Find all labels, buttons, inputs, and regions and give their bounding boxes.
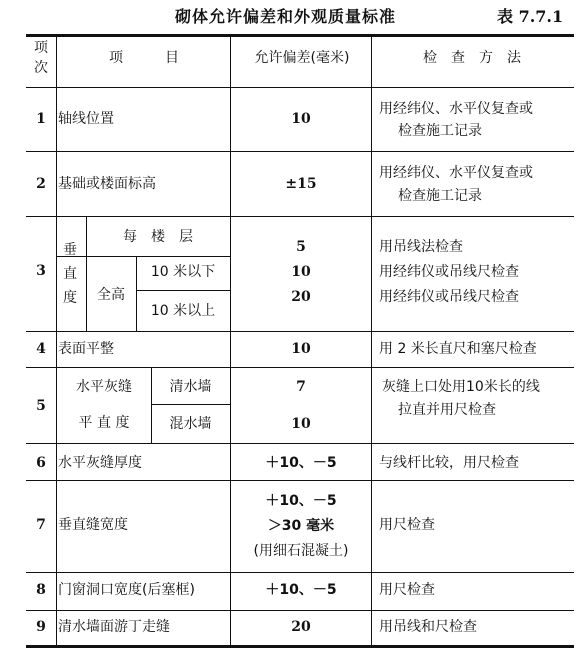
tolerance-value: ±15 [285,176,317,192]
row-divider [26,480,574,481]
sub-item: 混水墙 [169,416,212,432]
row-divider [26,151,574,152]
check-method: 拉直并用尺检查 [398,402,496,418]
item-name: 水平灰缝 [76,379,132,395]
check-method: 检查施工记录 [398,123,482,139]
sub-item: 10 米以上 [150,303,216,319]
header-no [27,38,55,78]
check-method: 用尺检查 [379,517,435,533]
item-name-vertical: 垂直度 [63,242,77,306]
tolerance-value: 10 [291,341,311,357]
row-number: 3 [36,263,46,279]
header-item: 项 目 [109,50,179,66]
tolerance-value: ＋10、－5 [265,455,337,471]
check-method: 用经纬仪、水平仪复查或 [379,101,533,117]
table-number: 表 7.7.1 [497,7,564,26]
sub-item: 清水墙 [169,379,212,395]
row-divider [26,216,574,217]
check-method: 用 2 米长直尺和塞尺检查 [379,341,537,357]
sub-item: 10 米以下 [150,264,216,280]
row-divider [26,443,574,444]
tolerance-value: 20 [291,619,311,635]
check-method: 用吊线和尺检查 [379,619,477,635]
check-method: 与线杆比较，用尺检查 [379,455,519,471]
row-number: 1 [36,111,46,127]
item-name: 基础或楼面标高 [58,176,156,192]
tolerance-value: 7 [296,379,306,395]
row-divider [136,290,230,291]
tolerance-value: ＋10、－5 [265,493,337,509]
row-number: 4 [36,341,46,357]
row-divider [56,256,230,257]
row-divider [26,610,574,611]
item-name: 平 直 度 [78,415,130,431]
item-name: 表面平整 [58,341,114,357]
column-divider [56,34,57,648]
check-method: 用吊线法检查 [379,239,463,255]
row-divider [26,367,574,368]
table-top-rule [26,34,574,37]
row-number: 2 [36,176,46,192]
tolerance-value: 10 [291,264,311,280]
tolerance-value: 10 [291,416,311,432]
check-method: 用经纬仪或吊线尺检查 [379,264,519,280]
item-name: 水平灰缝厚度 [58,455,142,471]
item-name: 门窗洞口宽度(后塞框) [58,582,195,598]
column-divider [371,34,372,648]
header-no-line2: 次 [34,60,48,76]
tolerance-value: 5 [296,239,306,255]
item-name: 垂直缝宽度 [58,517,128,533]
table-title: 砌体允许偏差和外观质量标准 [175,7,397,26]
sub-item: 每 楼 层 [123,229,193,245]
row-divider [26,572,574,573]
tolerance-value: ＋10、－5 [265,582,337,598]
tolerance-note: (用细石混凝土) [253,543,349,559]
check-method: 用尺检查 [379,582,435,598]
row-divider [151,404,230,405]
row-number: 6 [36,455,46,471]
item-name: 清水墙面游丁走缝 [58,619,170,635]
tolerance-value: 10 [291,111,311,127]
check-method: 检查施工记录 [398,188,482,204]
row-number: 9 [36,619,46,635]
item-name: 轴线位置 [58,111,114,127]
row-divider [26,331,574,332]
header-no-line1: 项 [34,40,48,56]
header-tolerance: 允许偏差(毫米) [254,50,350,66]
check-method: 用经纬仪、水平仪复查或 [379,165,533,181]
tolerance-value: ＞30 毫米 [267,518,335,534]
header-bottom-rule [26,87,574,88]
tolerance-value: 20 [291,289,311,305]
header-method: 检 查 方 法 [423,50,521,66]
check-method: 用经纬仪或吊线尺检查 [379,289,519,305]
row-number: 5 [36,398,46,414]
sub-item-group: 全高 [97,287,125,303]
row-number: 7 [36,517,46,533]
table-bottom-rule [26,645,574,648]
row-number: 8 [36,582,46,598]
check-method: 灰缝上口处用10米长的线 [382,379,540,395]
